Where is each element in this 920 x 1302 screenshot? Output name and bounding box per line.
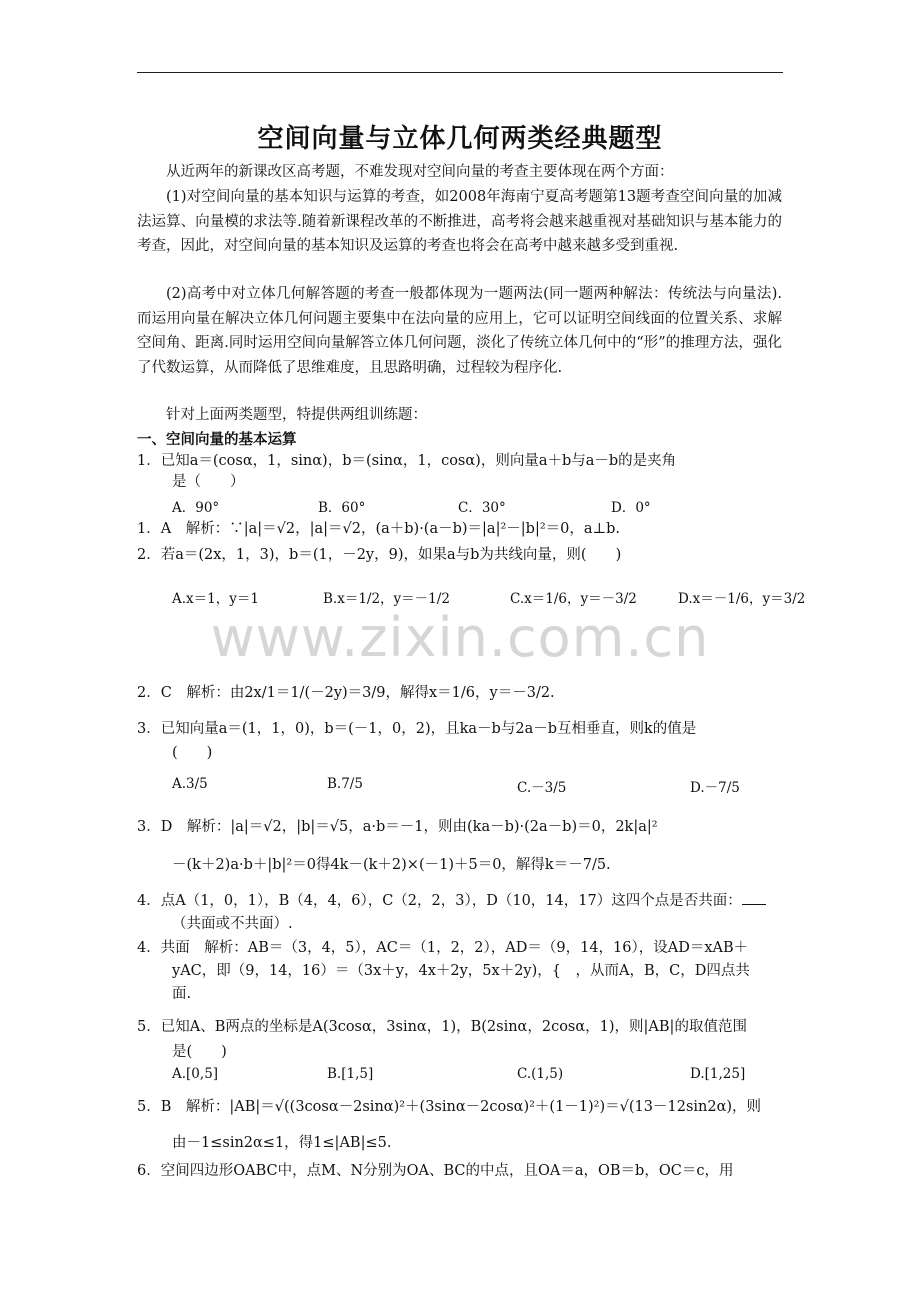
q5-answer-2: 由－1≤sin2α≤1，得1≤|AB|≤5. xyxy=(172,1135,392,1151)
q3-option-a: A.3/5 xyxy=(172,776,208,792)
intro-paragraph-2: (1)对空间向量的基本知识与运算的考查，如2008年海南宁夏高考题第13题考查空间向量的加减法运算、向量模的求法等.随着新课程改革的不断推进，高考将会越来越重视对基础知识与基本能力的考查，因此，对空间向量的基本知识及运算的考查也将会在高考中越来越多受到重视. xyxy=(137,189,782,254)
q4-stem: 4．点A（1，0，1），B（4，4，6），C（2，2，3），D（10，14，17）这四个点是否共面： xyxy=(137,890,766,912)
q3-option-d: D.－7/5 xyxy=(690,780,740,796)
q5-option-d: D.[1,25] xyxy=(690,1066,746,1082)
q5-option-b: B.[1,5] xyxy=(327,1066,374,1082)
q4-blank[interactable] xyxy=(742,892,766,905)
q3-stem-2: ( ) xyxy=(172,745,213,761)
q4-stem-2: （共面或不共面）. xyxy=(172,916,293,932)
q2-option-b: B.x＝1/2，y＝－1/2 xyxy=(323,591,450,607)
q3-option-b: B.7/5 xyxy=(327,776,363,792)
q5-stem-2: 是( ) xyxy=(172,1044,227,1060)
header-rule xyxy=(137,72,783,73)
q4-answer-2: yAC，即（9，14，16）＝（3x＋y，4x＋2y，5x＋2y)，{ ，从而A，B，C，D四点共 xyxy=(172,963,750,979)
q6-stem: 6．空间四边形OABC中，点M、N分别为OA、BC的中点，且OA＝a，OB＝b，OC＝c，用 xyxy=(137,1163,734,1179)
q2-option-a: A.x＝1，y＝1 xyxy=(172,591,259,607)
q2-option-d: D.x＝－1/6，y＝3/2 xyxy=(678,591,806,607)
q3-stem: 3．已知向量a＝(1，1，0)，b＝(－1，0，2)，且ka－b与2a－b互相垂直，则k的值是 xyxy=(137,721,697,737)
intro-paragraph-4: 针对上面两类题型，特提供两组训练题： xyxy=(166,407,427,423)
section-heading-1: 一、空间向量的基本运算 xyxy=(137,432,297,448)
q5-option-a: A.[0,5] xyxy=(172,1066,219,1082)
q5-answer-1: 5．B 解析：|AB|＝√((3cosα－2sinα)²＋(3sinα－2cosα)²＋(1－1)²)＝√(13－12sin2α)，则 xyxy=(137,1099,762,1115)
q1-option-a: A．90° xyxy=(172,500,220,516)
q4-answer-3: 面. xyxy=(172,986,192,1002)
q2-answer: 2．C 解析：由2x/1＝1/(－2y)＝3/9，解得x＝1/6，y＝－3/2. xyxy=(137,685,555,701)
watermark: www.zixin.com.cn xyxy=(210,606,710,669)
q3-answer-2: －(k＋2)a·b＋|b|²＝0得4k－(k＋2)×(－1)＋5＝0，解得k＝－7/5. xyxy=(172,857,611,873)
q5-option-c: C.(1,5) xyxy=(517,1066,564,1082)
q4-answer-1: 4．共面 解析：AB＝（3，4，5），AC＝（1，2，2），AD＝（9，14，16），设AD＝xAB＋ xyxy=(137,940,749,956)
q1-stem-2: 是（ ） xyxy=(172,474,245,490)
q2-stem: 2．若a＝(2x，1，3)，b＝(1，－2y，9)，如果a与b为共线向量，则( ) xyxy=(137,547,622,563)
q1-answer: 1．A 解析：∵|a|＝√2，|a|＝√2，(a＋b)·(a－b)＝|a|²－|b|²＝0，a⊥b. xyxy=(137,521,621,537)
q2-option-c: C.x＝1/6，y＝－3/2 xyxy=(510,591,637,607)
q1-stem: 1．已知a＝(cosα，1，sinα)，b＝(sinα，1，cosα)，则向量a＋b与a－b的是夹角 xyxy=(137,453,677,469)
q1-option-b: B．60° xyxy=(318,500,366,516)
q3-answer-1: 3．D 解析：|a|＝√2，|b|＝√5，a·b＝－1，则由(ka－b)·(2a－b)＝0，2k|a|² xyxy=(137,819,658,835)
q5-stem: 5．已知A、B两点的坐标是A(3cosα，3sinα，1)，B(2sinα，2cosα，1)，则|AB|的取值范围 xyxy=(137,1019,747,1035)
intro-paragraph-1: 从近两年的新课改区高考题，不难发现对空间向量的考查主要体现在两个方面： xyxy=(166,164,674,180)
q3-option-c: C.－3/5 xyxy=(517,780,567,796)
page-title: 空间向量与立体几何两类经典题型 xyxy=(257,124,663,154)
q1-option-d: D．0° xyxy=(611,500,651,516)
intro-paragraph-3: (2)高考中对立体几何解答题的考查一般都体现为一题两法(同一题两种解法：传统法与向量法).而运用向量在解决立体几何问题主要集中在法向量的应用上，它可以证明空间线面的位置关系、求解空间角、距离.同时运用空间向量解答立体几何问题，淡化了传统立体几何中的“形”的推理方法，强化了代数运算，从而降低了思维难度，且思路明确，过程较为程序化. xyxy=(137,286,782,376)
q1-option-c: C．30° xyxy=(458,500,506,516)
